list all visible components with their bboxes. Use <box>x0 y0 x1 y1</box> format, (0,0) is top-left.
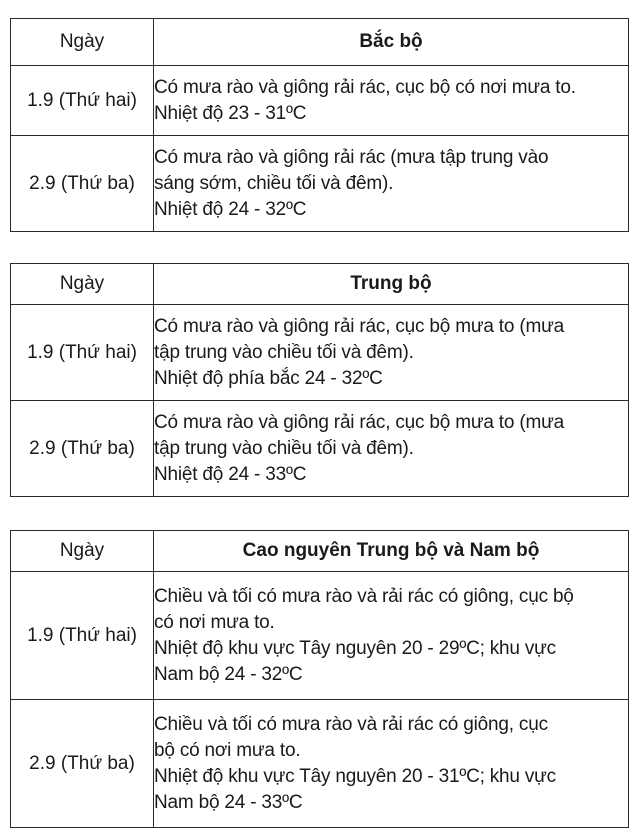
forecast-table <box>10 263 629 497</box>
forecast-cell <box>154 572 629 700</box>
forecast-table <box>10 530 629 828</box>
forecast-cell <box>154 66 629 136</box>
forecast-line: Chiều và tối có mưa rào và rải rác có giông, cục <box>154 713 548 735</box>
forecast-cell <box>154 305 629 401</box>
forecast-cell <box>154 700 629 828</box>
table-row <box>11 305 629 401</box>
temperature-line: Nam bộ 24 - 33ºC <box>154 791 303 813</box>
date-cell: 1.9 (Thứ hai) <box>11 305 154 401</box>
header-row <box>11 531 629 572</box>
date-cell: 2.9 (Thứ ba) <box>11 700 154 828</box>
forecast-line: Có mưa rào và giông rải rác, cục bộ mưa to (mưa <box>154 411 564 433</box>
date-cell: 2.9 (Thứ ba) <box>11 401 154 497</box>
forecast-line: sáng sớm, chiều tối và đêm). <box>154 172 394 194</box>
forecast-line: Có mưa rào và giông rải rác, cục bộ có nơi mưa to. <box>154 76 576 98</box>
date-cell: 1.9 (Thứ hai) <box>11 572 154 700</box>
forecast-block-trung-bo <box>10 263 628 497</box>
region-column-header: Cao nguyên Trung bộ và Nam bộ <box>154 531 629 572</box>
temperature-line: Nhiệt độ 24 - 33ºC <box>154 463 307 485</box>
table-row <box>11 136 629 232</box>
table-row <box>11 700 629 828</box>
forecast-cell <box>154 401 629 497</box>
date-column-header: Ngày <box>11 531 154 572</box>
date-cell: 2.9 (Thứ ba) <box>11 136 154 232</box>
table-row <box>11 401 629 497</box>
date-cell: 1.9 (Thứ hai) <box>11 66 154 136</box>
forecast-line: có nơi mưa to. <box>154 611 275 633</box>
forecast-line: bộ có nơi mưa to. <box>154 739 301 761</box>
forecast-line: tập trung vào chiều tối và đêm). <box>154 341 414 363</box>
forecast-line: Có mưa rào và giông rải rác (mưa tập trung vào <box>154 146 549 168</box>
forecast-table <box>10 18 629 232</box>
header-row <box>11 264 629 305</box>
region-column-header: Trung bộ <box>154 264 629 305</box>
forecast-line: tập trung vào chiều tối và đêm). <box>154 437 414 459</box>
temperature-line: Nhiệt độ khu vực Tây nguyên 20 - 29ºC; khu vực <box>154 637 556 659</box>
forecast-cell <box>154 136 629 232</box>
table-row <box>11 66 629 136</box>
forecast-line: Chiều và tối có mưa rào và rải rác có giông, cục bộ <box>154 585 574 607</box>
temperature-line: Nhiệt độ khu vực Tây nguyên 20 - 31ºC; khu vực <box>154 765 556 787</box>
temperature-line: Nam bộ 24 - 32ºC <box>154 663 303 685</box>
temperature-line: Nhiệt độ phía bắc 24 - 32ºC <box>154 367 383 389</box>
date-column-header: Ngày <box>11 264 154 305</box>
header-row <box>11 19 629 66</box>
table-row <box>11 572 629 700</box>
temperature-line: Nhiệt độ 23 - 31ºC <box>154 102 307 124</box>
temperature-line: Nhiệt độ 24 - 32ºC <box>154 198 307 220</box>
date-column-header: Ngày <box>11 19 154 66</box>
forecast-block-bac-bo <box>10 18 628 232</box>
forecast-block-cao-nguyen-nam-bo <box>10 530 628 828</box>
forecast-line: Có mưa rào và giông rải rác, cục bộ mưa to (mưa <box>154 315 564 337</box>
region-column-header: Bắc bộ <box>154 19 629 66</box>
